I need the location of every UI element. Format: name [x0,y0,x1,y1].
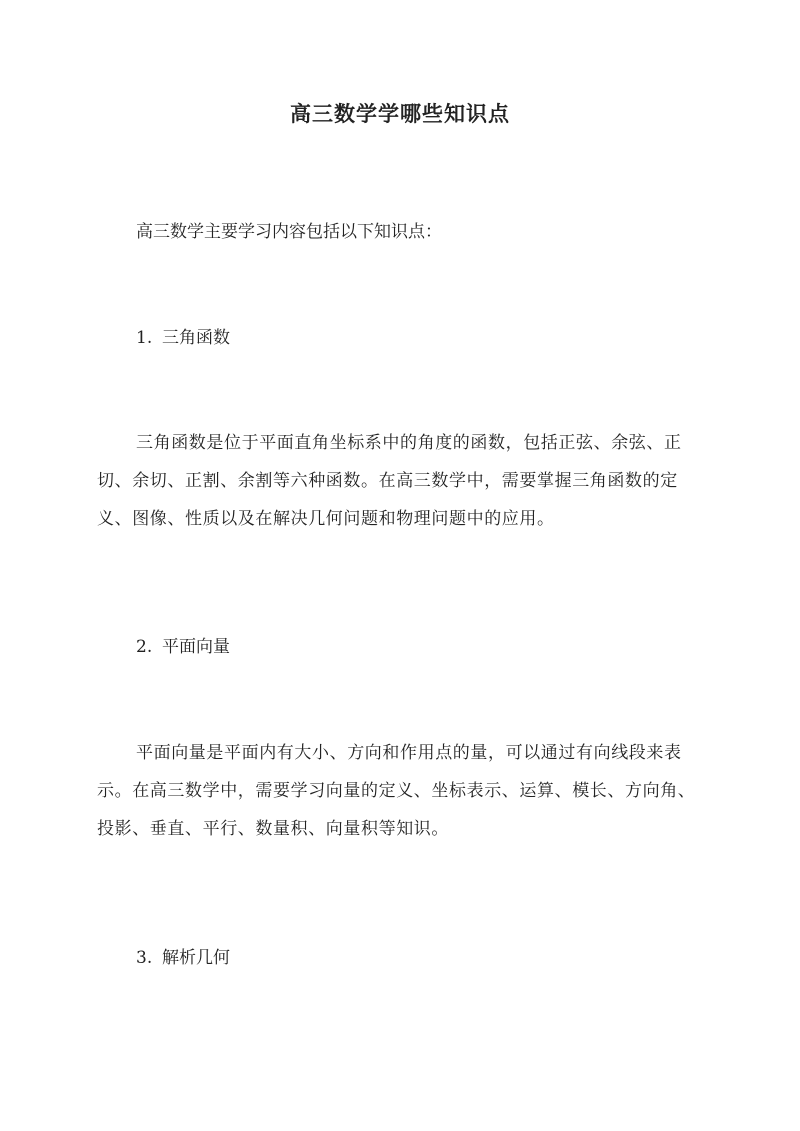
section-body-2: 平面向量是平面内有大小、方向和作用点的量，可以通过有向线段来表示。在高三数学中，需要学习向量的定义、坐标表示、运算、模长、方向角、投影、垂直、平行、数量积、向量积等知识。 [97,743,696,839]
section-heading-2 [136,635,230,659]
section-heading-label: 三角函数 [162,328,230,348]
section-body-1: 三角函数是位于平面直角坐标系中的角度的函数，包括正弦、余弦、正切、余切、正割、余割等六种函数。在高三数学中，需要掌握三角函数的定义、图像、性质以及在解决几何问题和物理问题中的应用。 [97,433,682,529]
section-heading-label: 解析几何 [162,948,230,968]
page-title: 高三数学学哪些知识点 [290,101,510,126]
section-number: 1. [136,328,153,348]
section-heading-label: 平面向量 [162,637,230,657]
section-heading-3 [136,946,230,970]
section-number: 2. [136,637,153,657]
intro-text: 高三数学主要学习内容包括以下知识点： [136,222,442,242]
section-heading-1 [136,326,230,350]
section-number: 3. [136,948,153,968]
